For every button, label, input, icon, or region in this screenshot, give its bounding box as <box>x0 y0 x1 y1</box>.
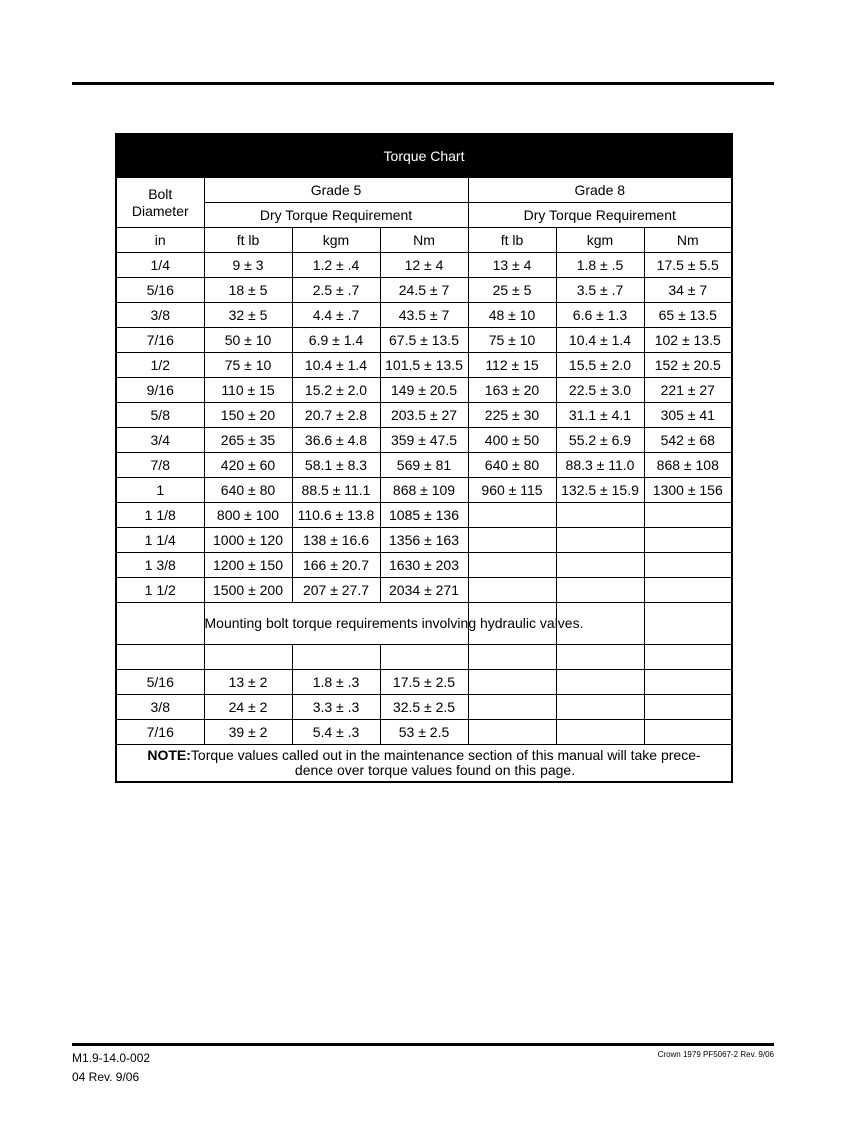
torque-row <box>116 253 732 278</box>
empty-cell <box>644 645 732 670</box>
grade8-header: Grade 8 <box>468 178 732 203</box>
torque-value-cell: 24.5 ± 7 <box>380 278 468 303</box>
torque-value-cell: 32 ± 5 <box>204 303 292 328</box>
empty-cell <box>380 645 468 670</box>
torque-value-cell: 569 ± 81 <box>380 453 468 478</box>
empty-cell <box>468 670 556 695</box>
unit-header-nm: Nm <box>644 228 732 253</box>
torque-value-cell: 542 ± 68 <box>644 428 732 453</box>
torque-value-cell: 36.6 ± 4.8 <box>292 428 380 453</box>
torque-value-cell: 1200 ± 150 <box>204 553 292 578</box>
hydraulic-torque-row <box>116 720 732 745</box>
empty-cell <box>116 645 204 670</box>
torque-value-cell: 4.4 ± .7 <box>292 303 380 328</box>
torque-value-cell: 3.3 ± .3 <box>292 695 380 720</box>
torque-row <box>116 478 732 503</box>
torque-value-cell: 221 ± 27 <box>644 378 732 403</box>
torque-row <box>116 328 732 353</box>
torque-value-cell: 1356 ± 163 <box>380 528 468 553</box>
torque-value-cell: 34 ± 7 <box>644 278 732 303</box>
footer-right: Crown 1979 PF5067-2 Rev. 9/06 <box>657 1050 774 1059</box>
bolt-diameter-cell: 1/2 <box>116 353 204 378</box>
torque-value-cell: 150 ± 20 <box>204 403 292 428</box>
torque-value-cell: 138 ± 16.6 <box>292 528 380 553</box>
torque-value-cell: 48 ± 10 <box>468 303 556 328</box>
bolt-diameter-cell: 3/4 <box>116 428 204 453</box>
torque-value-cell: 101.5 ± 13.5 <box>380 353 468 378</box>
torque-value-cell: 6.6 ± 1.3 <box>556 303 644 328</box>
bolt-diameter-cell: 9/16 <box>116 378 204 403</box>
torque-value-cell: 13 ± 2 <box>204 670 292 695</box>
torque-value-cell: 207 ± 27.7 <box>292 578 380 603</box>
torque-value-cell: 53 ± 2.5 <box>380 720 468 745</box>
unit-header-nm: Nm <box>380 228 468 253</box>
torque-value-cell: 65 ± 13.5 <box>644 303 732 328</box>
torque-value-cell: 5.4 ± .3 <box>292 720 380 745</box>
torque-row <box>116 428 732 453</box>
empty-cell <box>556 695 644 720</box>
torque-value-cell: 1.8 ± .5 <box>556 253 644 278</box>
torque-value-cell: 110 ± 15 <box>204 378 292 403</box>
note-line-2: dence over torque values found on this page. <box>294 762 576 778</box>
torque-value-cell: 400 ± 50 <box>468 428 556 453</box>
torque-value-cell: 640 ± 80 <box>204 478 292 503</box>
empty-cell <box>644 603 732 645</box>
torque-chart-table <box>115 133 733 783</box>
torque-value-cell: 2.5 ± .7 <box>292 278 380 303</box>
torque-value-cell <box>644 503 732 528</box>
torque-row <box>116 278 732 303</box>
note-label: NOTE: <box>147 747 191 763</box>
torque-row <box>116 503 732 528</box>
empty-cell <box>204 645 292 670</box>
torque-value-cell <box>468 503 556 528</box>
torque-value-cell: 15.2 ± 2.0 <box>292 378 380 403</box>
torque-value-cell: 55.2 ± 6.9 <box>556 428 644 453</box>
torque-value-cell: 88.3 ± 11.0 <box>556 453 644 478</box>
footer-left <box>72 1049 150 1087</box>
torque-value-cell: 2034 ± 271 <box>380 578 468 603</box>
note-line-1: Torque values called out in the maintenance section of this manual will take prece- <box>190 747 701 763</box>
torque-value-cell <box>468 578 556 603</box>
torque-value-cell: 1630 ± 203 <box>380 553 468 578</box>
top-rule <box>72 82 774 85</box>
torque-value-cell: 88.5 ± 11.1 <box>292 478 380 503</box>
torque-row <box>116 528 732 553</box>
torque-value-cell: 420 ± 60 <box>204 453 292 478</box>
torque-value-cell: 1085 ± 136 <box>380 503 468 528</box>
torque-value-cell: 132.5 ± 15.9 <box>556 478 644 503</box>
torque-value-cell: 305 ± 41 <box>644 403 732 428</box>
torque-value-cell: 13 ± 4 <box>468 253 556 278</box>
torque-value-cell: 1300 ± 156 <box>644 478 732 503</box>
torque-value-cell: 359 ± 47.5 <box>380 428 468 453</box>
hydraulic-torque-row <box>116 695 732 720</box>
bolt-diameter-cell: 3/8 <box>116 303 204 328</box>
torque-value-cell: 960 ± 115 <box>468 478 556 503</box>
bolt-diameter-cell: 1 3/8 <box>116 553 204 578</box>
unit-header-ftlb: ft lb <box>204 228 292 253</box>
torque-value-cell: 17.5 ± 5.5 <box>644 253 732 278</box>
torque-value-cell: 32.5 ± 2.5 <box>380 695 468 720</box>
torque-value-cell: 58.1 ± 8.3 <box>292 453 380 478</box>
empty-cell <box>556 720 644 745</box>
bolt-diameter-cell: 5/16 <box>116 278 204 303</box>
torque-value-cell <box>644 553 732 578</box>
torque-value-cell: 31.1 ± 4.1 <box>556 403 644 428</box>
torque-value-cell: 6.9 ± 1.4 <box>292 328 380 353</box>
torque-value-cell: 868 ± 108 <box>644 453 732 478</box>
torque-row <box>116 303 732 328</box>
torque-value-cell: 9 ± 3 <box>204 253 292 278</box>
torque-value-cell <box>468 553 556 578</box>
torque-value-cell: 110.6 ± 13.8 <box>292 503 380 528</box>
torque-value-cell: 3.5 ± .7 <box>556 278 644 303</box>
torque-value-cell: 1000 ± 120 <box>204 528 292 553</box>
torque-value-cell <box>468 528 556 553</box>
bolt-diameter-cell: 3/8 <box>116 695 204 720</box>
torque-value-cell: 75 ± 10 <box>468 328 556 353</box>
torque-value-cell: 203.5 ± 27 <box>380 403 468 428</box>
torque-row <box>116 378 732 403</box>
torque-row <box>116 553 732 578</box>
doc-number: M1.9-14.0-002 <box>72 1051 151 1065</box>
bolt-diameter-cell: 1 1/4 <box>116 528 204 553</box>
grade5-header: Grade 5 <box>204 178 468 203</box>
chart-title: Torque Chart <box>116 134 732 178</box>
torque-value-cell: 43.5 ± 7 <box>380 303 468 328</box>
bolt-diameter-cell: 7/8 <box>116 453 204 478</box>
empty-cell <box>644 670 732 695</box>
empty-cell <box>644 695 732 720</box>
torque-value-cell: 24 ± 2 <box>204 695 292 720</box>
torque-value-cell: 868 ± 109 <box>380 478 468 503</box>
torque-value-cell: 166 ± 20.7 <box>292 553 380 578</box>
empty-cell <box>556 645 644 670</box>
torque-row <box>116 403 732 428</box>
torque-value-cell: 1500 ± 200 <box>204 578 292 603</box>
empty-cell <box>644 720 732 745</box>
bolt-diameter-cell: 7/16 <box>116 328 204 353</box>
torque-value-cell <box>644 528 732 553</box>
torque-row <box>116 453 732 478</box>
mounting-empty-cell <box>116 603 204 645</box>
torque-value-cell: 149 ± 20.5 <box>380 378 468 403</box>
torque-row <box>116 578 732 603</box>
torque-value-cell: 102 ± 13.5 <box>644 328 732 353</box>
hydraulic-torque-row <box>116 670 732 695</box>
bottom-rule <box>72 1043 774 1046</box>
bolt-diameter-cell: 1/4 <box>116 253 204 278</box>
empty-cell <box>292 645 380 670</box>
torque-value-cell: 12 ± 4 <box>380 253 468 278</box>
empty-cell <box>468 645 556 670</box>
note-cell <box>116 745 732 783</box>
empty-cell <box>468 695 556 720</box>
torque-value-cell: 225 ± 30 <box>468 403 556 428</box>
unit-header-kgm: kgm <box>292 228 380 253</box>
torque-value-cell <box>644 578 732 603</box>
unit-header-in: in <box>116 228 204 253</box>
bolt-diameter-cell: 1 1/8 <box>116 503 204 528</box>
torque-value-cell: 1.8 ± .3 <box>292 670 380 695</box>
bolt-diameter-cell: 1 <box>116 478 204 503</box>
unit-header-kgm: kgm <box>556 228 644 253</box>
torque-value-cell: 39 ± 2 <box>204 720 292 745</box>
torque-value-cell: 1.2 ± .4 <box>292 253 380 278</box>
torque-value-cell: 800 ± 100 <box>204 503 292 528</box>
bolt-diameter-header: Bolt Diameter <box>116 178 204 228</box>
unit-header-ftlb: ft lb <box>468 228 556 253</box>
bolt-diameter-cell: 7/16 <box>116 720 204 745</box>
torque-value-cell: 50 ± 10 <box>204 328 292 353</box>
torque-value-cell <box>556 528 644 553</box>
empty-cell <box>468 720 556 745</box>
revision: 04 Rev. 9/06 <box>72 1070 140 1084</box>
torque-value-cell: 18 ± 5 <box>204 278 292 303</box>
grade8-dry-torque-header: Dry Torque Requirement <box>468 203 732 228</box>
torque-value-cell: 640 ± 80 <box>468 453 556 478</box>
torque-value-cell: 152 ± 20.5 <box>644 353 732 378</box>
bolt-diameter-cell: 1 1/2 <box>116 578 204 603</box>
torque-value-cell: 15.5 ± 2.0 <box>556 353 644 378</box>
torque-value-cell: 265 ± 35 <box>204 428 292 453</box>
torque-value-cell: 10.4 ± 1.4 <box>556 328 644 353</box>
torque-value-cell: 22.5 ± 3.0 <box>556 378 644 403</box>
torque-value-cell: 163 ± 20 <box>468 378 556 403</box>
torque-value-cell: 20.7 ± 2.8 <box>292 403 380 428</box>
mounting-bolt-note: Mounting bolt torque requirements involving hydraulic valves. <box>204 603 468 645</box>
torque-value-cell: 10.4 ± 1.4 <box>292 353 380 378</box>
torque-value-cell: 67.5 ± 13.5 <box>380 328 468 353</box>
torque-value-cell: 112 ± 15 <box>468 353 556 378</box>
torque-value-cell: 25 ± 5 <box>468 278 556 303</box>
torque-value-cell: 75 ± 10 <box>204 353 292 378</box>
torque-row <box>116 353 732 378</box>
bolt-diameter-cell: 5/16 <box>116 670 204 695</box>
torque-value-cell <box>556 578 644 603</box>
bolt-diameter-cell: 5/8 <box>116 403 204 428</box>
torque-value-cell <box>556 503 644 528</box>
grade5-dry-torque-header: Dry Torque Requirement <box>204 203 468 228</box>
torque-value-cell <box>556 553 644 578</box>
torque-value-cell: 17.5 ± 2.5 <box>380 670 468 695</box>
empty-cell <box>556 670 644 695</box>
